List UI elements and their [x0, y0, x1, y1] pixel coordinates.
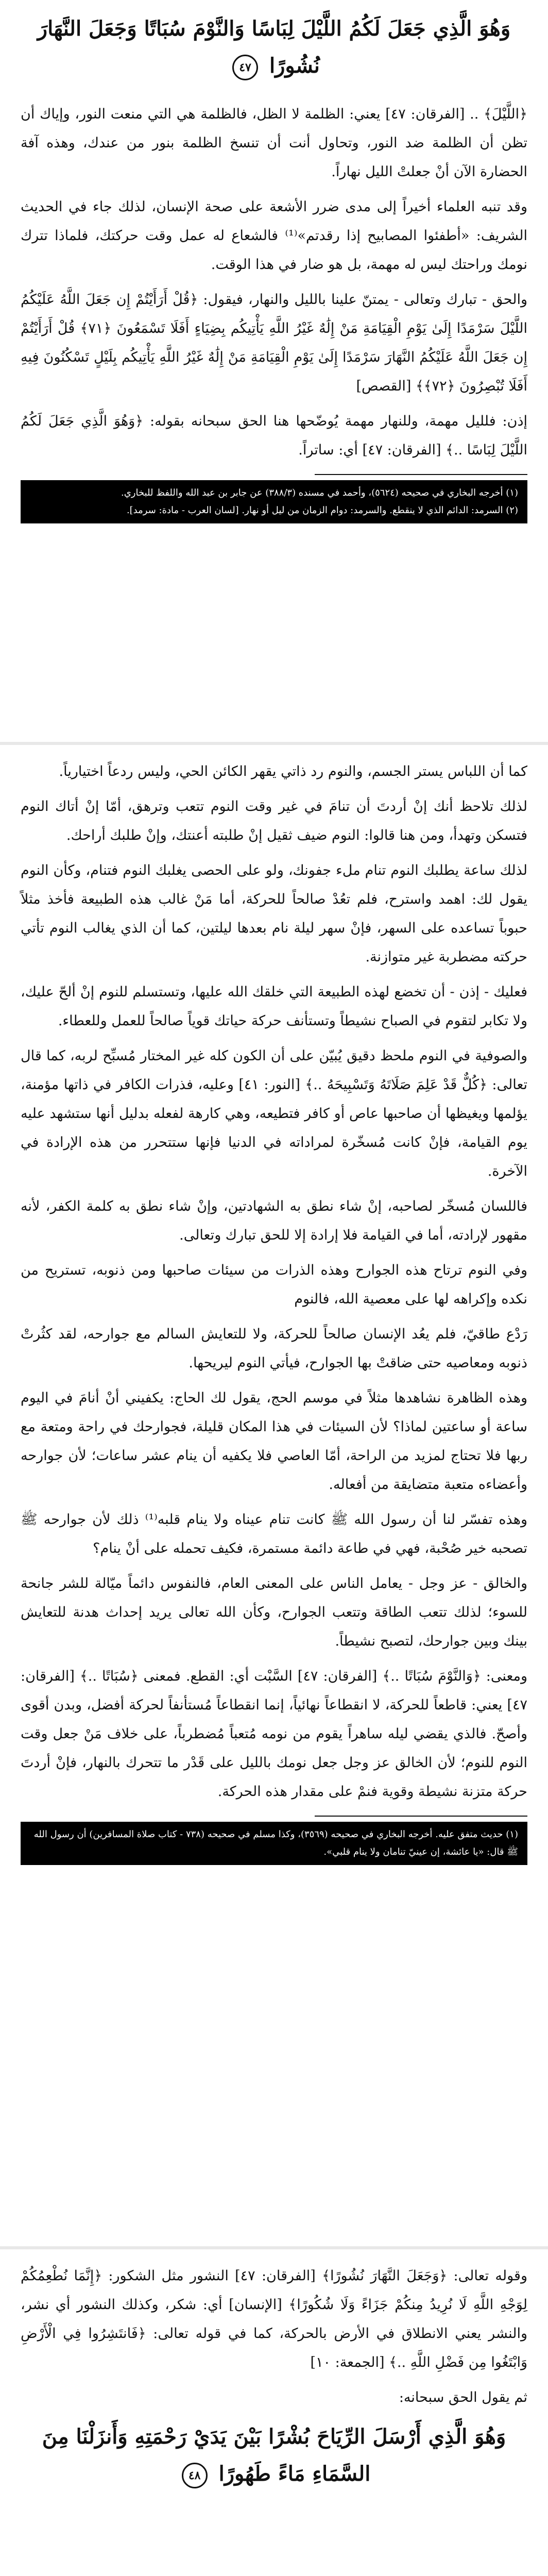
- paragraph: ومعنى: ﴿وَالنَّوْمَ سُبَاتًا ..﴾ [الفرقان: ٤٧] السَّبْت أي: القطع. فمعنى ﴿سُبَاتًا ..﴾ [الفرقان: ٤٧] يعني: قاطعاً للحركة، لا انقطاعاً نهائياً، إنما انقطاعاً مُستأنفاً لحركة أفضل، وبدن أقوى وأصحّ. فالذي يقضي ليله ساهراً يقوم من نومه مُتعباً مُضطرباً، على خلاف مَنْ جعل وقت النوم للنوم؛ لأن الخالق عز وجل جعل نومك بالليل على قَدْر ما تتحرك بالنهار، فإنْ أردتَ حركة متزنة نشيطة وقوية فنمْ على مقدار هذه الحركة.: [21, 1668, 528, 1800]
- paragraph: فاللسان مُسخّر لصاحبه، إنْ شاء نطق به الشهادتين، وإنْ شاء نطق به كلمة الكفر، لأنه مقهور لإرادته، أما في القيامة فلا إرادة إلا للحق تبارك وتعالى.: [21, 1198, 527, 1243]
- paragraph: وقد تنبه العلماء أخيراً إلى مدى ضرر الأشعة على صحة الإنسان، لذلك جاء في الحديث الشريف: «أطفئوا المصابيح إذا رقدتم»⁽¹⁾ فالشعاع له عمل وقت حركتك، فلماذا تترك نومك وراحتك ليس له مهمة، بل هو ضار في هذا الوقت.: [21, 199, 527, 273]
- footnote-separator: [315, 1816, 527, 1817]
- paragraph: رَدْع طاقيّ، فلم يعُد الإنسان صالحاً للحركة، ولا للتعايش السالم مع جوارحه، لقد كثُرتْ ذنوبه ومعاصيه حتى ضاقتْ بها الجوارح، فيأتي النوم ليريحها.: [21, 1326, 527, 1371]
- paragraph: والحق - تبارك وتعالى - يمتنّ علينا بالليل والنهار، فيقول: ﴿قُلْ أَرَأَيْتُمْ إِن جَعَلَ اللَّهُ عَلَيْكُمُ اللَّيْلَ سَرْمَدًا إِلَىٰ يَوْمِ الْقِيَامَةِ مَنْ إِلَٰهٌ غَيْرُ اللَّهِ يَأْتِيكُم بِضِيَاءٍ أَفَلَا تَسْمَعُونَ ﴿٧١﴾ قُلْ أَرَأَيْتُمْ إِن جَعَلَ اللَّهُ عَلَيْكُمُ النَّهَارَ سَرْمَدًا إِلَىٰ يَوْمِ الْقِيَامَةِ مَنْ إِلَٰهٌ غَيْرُ اللَّهِ يَأْتِيكُم بِلَيْلٍ تَسْكُنُونَ فِيهِ أَفَلَا تُبْصِرُونَ ﴿٧٢﴾﴾ [القصص]: [21, 292, 527, 394]
- verse-text: وَهُوَ الَّذِي جَعَلَ لَكُمُ اللَّيْلَ لِبَاسًا وَالنَّوْمَ سُبَاتًا وَجَعَلَ النَّهَارَ نُشُورًا: [37, 16, 511, 78]
- paragraph: وهذه تفسّر لنا أن رسول الله ﷺ كانت تنام عيناه ولا ينام قلبه⁽¹⁾ ذلك لأن جوارحه ﷺ تصحبه خير صُحْبة، فهي في طاعة دائمة مستمرة، فكيف تحمله على أنْ ينام؟: [21, 1512, 528, 1556]
- page-3: [0, 2262, 548, 2493]
- verse-heading: [21, 10, 527, 84]
- paragraph: ثم يقول الحق سبحانه:: [399, 2389, 527, 2405]
- footnote: (٢) السرمد: الدائم الذي لا ينقطع. والسرمد: دوام الزمان من ليل أو نهار. [لسان العرب - مادة: سرمد].: [126, 505, 518, 516]
- footnotes: [21, 480, 527, 523]
- verse-text: وَهُوَ الَّذِي أَرْسَلَ الرِّيَاحَ بُشْرًا بَيْنَ يَدَيْ رَحْمَتِهِ وَأَنزَلْنَا مِنَ السَّمَاءِ مَاءً طَهُورًا: [42, 2425, 506, 2486]
- footnote-separator: [315, 474, 527, 475]
- page-2: [0, 757, 548, 1868]
- paragraph: إذن: فلليل مهمة، وللنهار مهمة يُوضّحها هنا الحق سبحانه بقوله: ﴿وَهُوَ الَّذِي جَعَلَ لَكُمُ اللَّيْلَ لِبَاسًا ..﴾ [الفرقان: ٤٧] أي: ساتراً.: [21, 413, 527, 458]
- paragraph: لذلك تلاحظ أنك إنْ أردتَ أن تنامَ في غير وقت النوم تتعب وترهق، أمّا إنْ أتاك النوم فتسكن وتهدأ، ومن هنا قالوا: النوم ضيف ثقيل إنْ طلبته أعنتك، وإنْ طلبك أراحك.: [21, 799, 527, 843]
- paragraph: كما أن اللباس يستر الجسم، والنوم رد ذاتي يقهر الكائن الحي، وليس ردعاً اختيارياً.: [59, 764, 527, 779]
- footnote: (١) حديث متفق عليه. أخرجه البخاري في صحيحه (٣٥٦٩)، وكذا مسلم في صحيحه (٧٣٨ - كتاب صلاة المسافرين) أن رسول الله ﷺ قال: «يا عائشة، إن عينيّ تنامان ولا ينام قلبي».: [33, 1829, 518, 1857]
- footnotes: [21, 1822, 527, 1865]
- page-1: [0, 10, 548, 527]
- paragraph: والخالق - عز وجل - يعامل الناس على المعنى العام، فالنفوس دائماً ميّالة للشر جانحة للسوء؛ لذلك تتعب الطاقة وتتعب الجوارح، وكأن الله تعالى يريد إحداث هدنة للتعايش بينك وبين جوارحك، لتصبح نشيطاً.: [21, 1575, 527, 1649]
- paragraph: وقوله تعالى: ﴿وَجَعَلَ النَّهَارَ نُشُورًا﴾ [الفرقان: ٤٧] النشور مثل الشكور: ﴿إِنَّمَا نُطْعِمُكُمْ لِوَجْهِ اللَّهِ لَا نُرِيدُ مِنكُمْ جَزَاءً وَلَا شُكُورًا﴾ [الإنسان] أي: شكر، وكذلك النشور أي نشر، والنشر يعني الانطلاق في الأرض بالحركة، كما في قوله تعالى: ﴿فَانتَشِرُوا فِي الْأَرْضِ وَابْتَغُوا مِن فَضْلِ اللَّهِ ..﴾ [الجمعة: ١٠]: [21, 2268, 527, 2370]
- footnote: (١) أخرجه البخاري في صحيحه (٥٦٢٤)، وأحمد في مسنده (٣٨٨/٣) عن جابر بن عبد الله واللفظ للبخاري.: [121, 487, 518, 498]
- paragraph: وهذه الظاهرة نشاهدها مثلاً في موسم الحج، يقول لك الحاج: يكفيني أنْ أنامَ في اليوم ساعة أو ساعتين لماذا؟ لأن السيئات في هذا المكان قليلة، فجوارحك في راحة ومتعة مع ربها فلا تحتاج لمزيد من الراحة، أمّا العاصي فلا يكفيه أن ينام عشر ساعات؛ لأن جوارحه وأعضاءه متعبة متضايقة من أفعاله.: [21, 1390, 527, 1493]
- ayah-number-badge: ٤٧: [232, 55, 258, 80]
- verse-heading: [21, 2418, 527, 2493]
- page-divider: [0, 742, 548, 745]
- paragraph: والصوفية في النوم ملحظ دقيق يُبيّن على أن الكون كله غير المختار مُسبِّح لربه، كما قال تعالى: ﴿كُلٌّ قَدْ عَلِمَ صَلَاتَهُ وَتَسْبِيحَهُ ..﴾ [النور: ٤١] وعليه، فذرات الكافر في ذاتها مؤمنة، يؤلمها ويغيظها أن صاحبها عاص أو كافر فتطيعه، وهي كارهة لفعله بدليل أنها ستشهد عليه يوم القيامة، فإنْ كانت مُسخّرة لمراداته في الدنيا فإنها ستتحرر من هذه الإرادة في الآخرة.: [21, 1048, 527, 1179]
- paragraph: فعليك - إذن - أن تخضع لهذه الطبيعة التي خلقك الله عليها، وتستسلم للنوم إنْ ألحّ عليك، ولا تكابر لتقوم في الصباح نشيطاً وتستأنف حركة حياتك قوياً صالحاً للعمل وللعطاء.: [21, 984, 527, 1029]
- paragraph: لذلك ساعة يطلبك النوم تنام ملء جفونك، ولو على الحصى يغلبك النوم فتنام، وكأن النوم يقول لك: اهمد واسترح، فلم تعُدْ صالحاً للحركة، أما مَنْ غالب هذه الطبيعة فأخذ مثلاً حبوباً تساعده على السهر، فإنْ سهر ليلة نام بعدها ليلتين، كما أن الذي يغالب النوم تأتي حركته مضطربة غير متوازنة.: [21, 862, 527, 965]
- paragraph: وفي النوم ترتاح هذه الجوارح وهذه الذرات من سيئات صاحبها ومن ذنوبه، تستريح من نكده وإكراهه لها على معصية الله، فالنوم: [21, 1262, 527, 1307]
- paragraph: ﴿اللَّيْلَ﴾ .. [الفرقان: ٤٧] يعني: الظلمة لا الظل، فالظلمة هي التي منعت النور، وإياك أن تظن أن الظلمة ضد النور، وتحاول أنت أن تنسخ الظلمة بنور من عندك، وهذه آفة الحضارة الآن أنْ جعلتْ الليل نهاراً.: [21, 106, 527, 180]
- page-divider: [0, 2246, 548, 2249]
- ayah-number-badge: ٤٨: [182, 2463, 208, 2488]
